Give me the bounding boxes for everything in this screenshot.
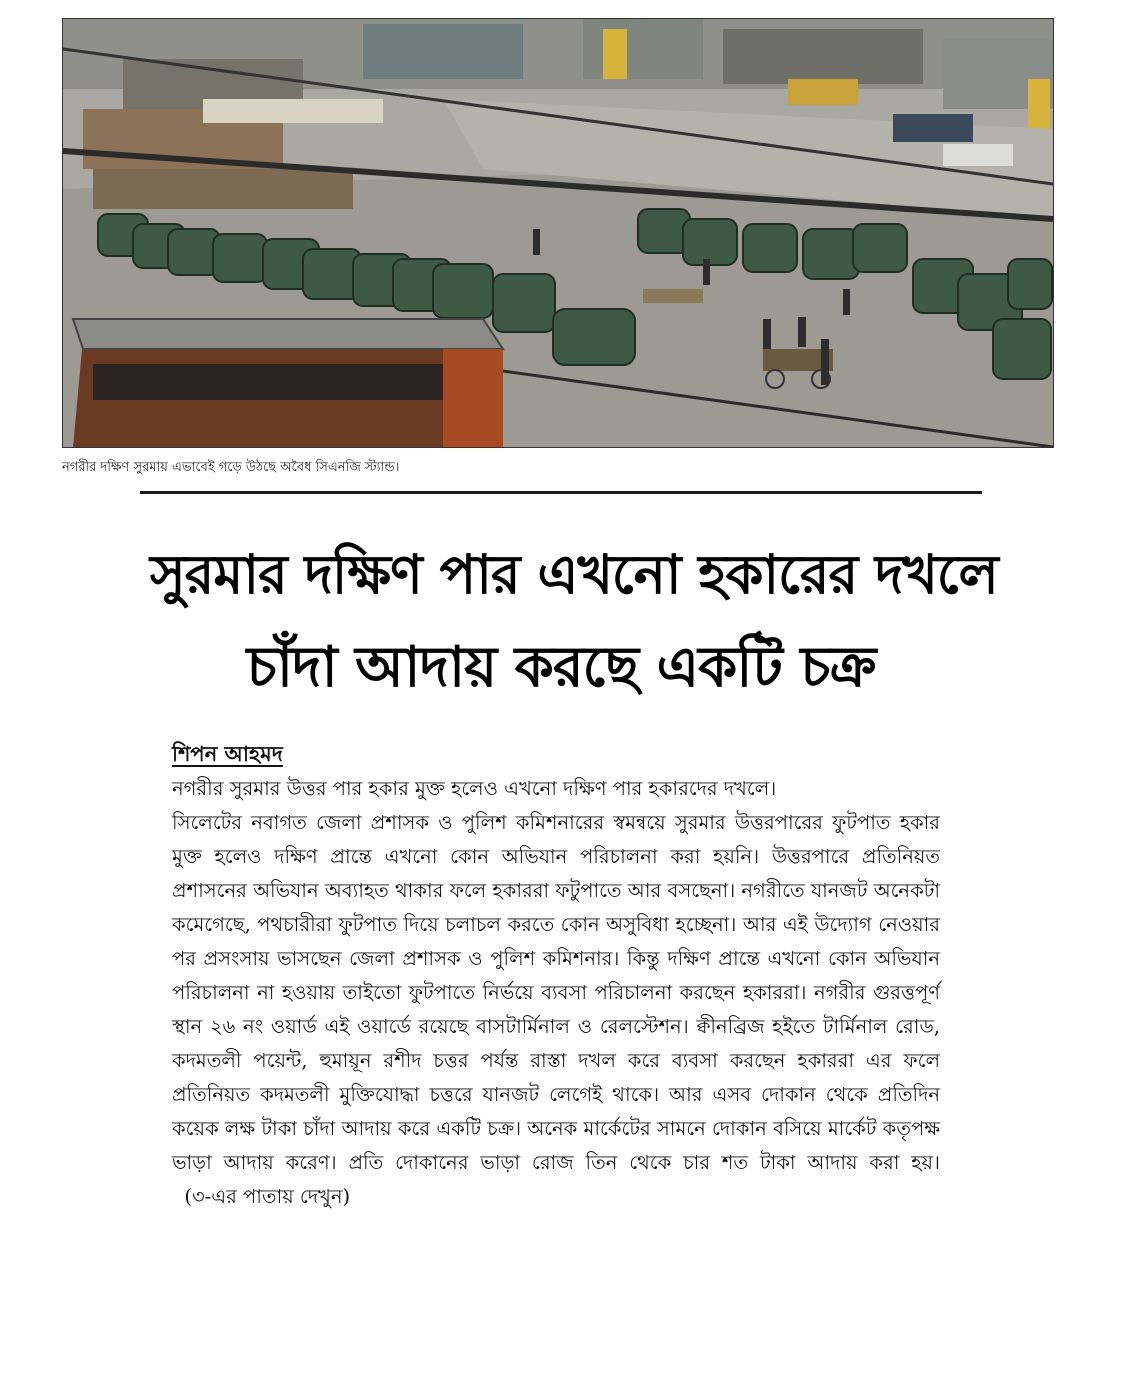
article-paragraph-2-text: সিলেটের নবাগত জেলা প্রশাসক ও পুলিশ কমিশনারের স্বমন্বয়ে সুরমার উত্তরপারের ফুটপাত হকার মুক্ত হলেও দক্ষিণ প্রান্তে এখনো কোন অভিযান পরিচালনা করা হয়নি। উত্তরপারে প্রতিনিয়ত প্রশাসনের অভিযান অব্যাহত থাকার ফলে হকাররা ফটুপাতে আর বসছেনা। নগরীতে যানজট অনেকটা কমেগেছে, পথচারীরা ফুটপাত দিয়ে চলাচল করতে কোন অসুবিধা হচ্ছেনা। আর এই উদ্যোগ নেওয়ার পর প্রসংসায় ভাসছেন জেলা প্রশাসক ও পুলিশ কমিশনার। কিন্তু দক্ষিণ প্রান্তে এখনো কোন অভিযান পরিচালনা না হওয়ায় তাইতো ফুটপাতে নির্ভয়ে ব্যবসা পরিচালনা করছেন হকাররা। নগরীর গুরত্তপূর্ণ স্থান ২৬ নং ওয়ার্ড এই ওয়ার্ডে রয়েছে বাসটার্মিনাল ও রেলস্টেশন। ক্বীনব্রিজ হইতে টার্মিনাল রোড, কদমতলী পয়েন্ট, হুমায়ূন রশীদ চত্তর পর্যন্ত রাস্তা দখল করে ব্যবসা করছেন হকাররা এর ফলে প্রতিনিয়ত কদমতলী মুক্তিযোদ্ধা চত্তরে যানজট লেগেই থাকে। আর এসব দোকান থেকে প্রতিদিন কয়েক লক্ষ টাকা চাঁদা আদায় করে একটি চক্র। অনেক মার্কেটের সামনে দোকান বসিয়ে মার্কেট কতৃপক্ষ ভাড়া আদায় করেণ। প্রতি দোকানের ভাড়া রোজ তিন থেকে চার শত টাকা আদায় করা হয়। <box>172 811 940 1174</box>
photo-caption: নগরীর দক্ষিণ সুরমায় এভাবেই গড়ে উঠছে অবৈধ সিএনজি স্ট্যান্ড। <box>62 460 400 475</box>
headline-line-1: সুরমার দক্ষিণ পার এখনো হকারের দখলে <box>150 543 998 606</box>
continued-page-note: (৩-এর পাতায় দেখুন) <box>184 1185 351 1208</box>
divider-rule <box>140 491 982 494</box>
byline: শিপন আহমদ <box>172 742 283 766</box>
article-body <box>172 772 940 1214</box>
headline <box>150 530 998 716</box>
article-paragraph-1: নগরীর সুরমার উত্তর পার হকার মুক্ত হলেও এখনো দক্ষিণ পার হকারদের দখলে। <box>172 777 777 800</box>
cng-stand-photo <box>63 19 1053 447</box>
news-photo <box>62 18 1054 448</box>
headline-line-2: চাঁদা আদায় করছে একটি চক্র <box>246 635 876 700</box>
article-paragraph-2 <box>172 806 940 1214</box>
